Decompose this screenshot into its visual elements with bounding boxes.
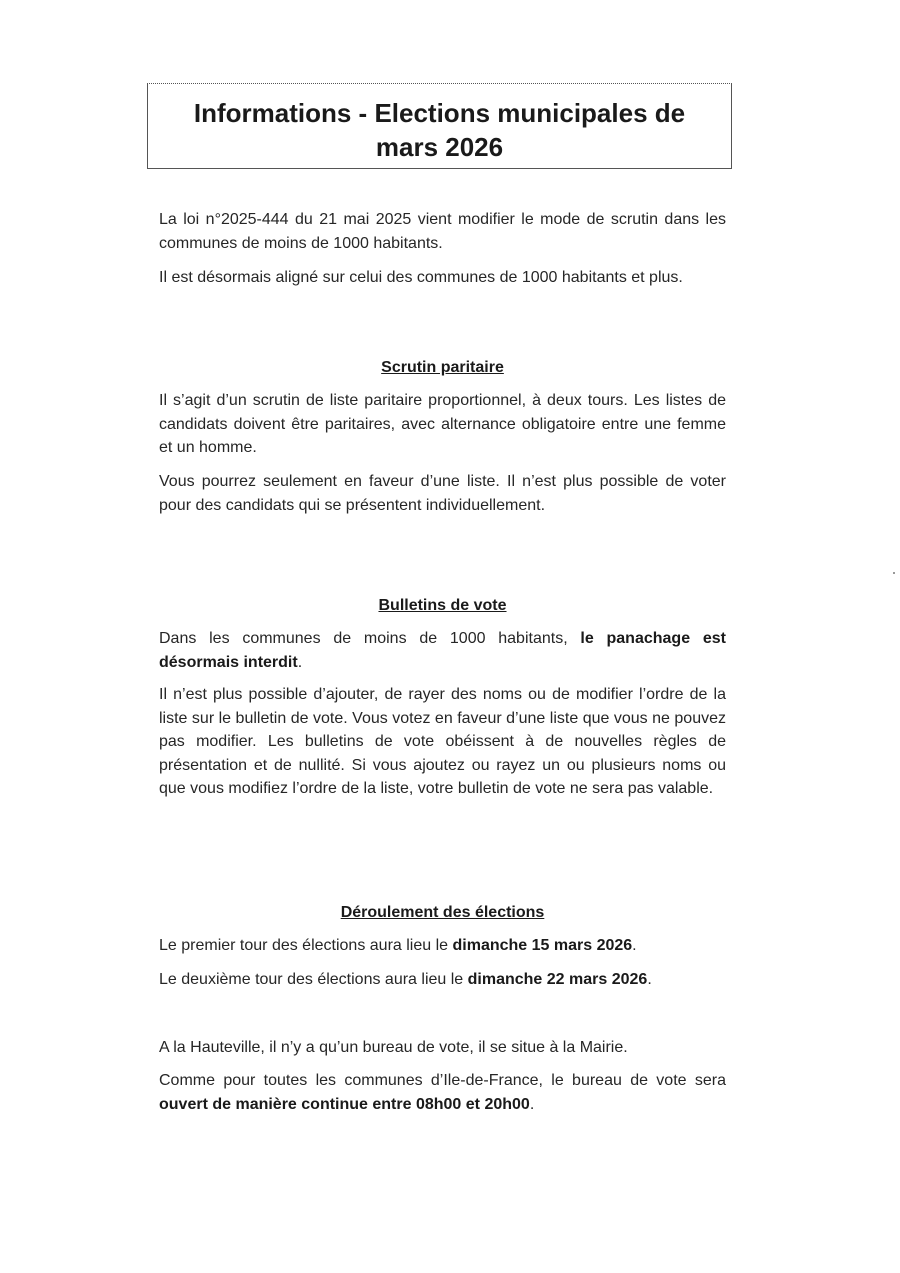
scrutin-paragraph-1: Il s’agit d’un scrutin de liste paritaire proportionnel, à deux tours. Les listes de candidats doivent être paritaires, avec alternance obligatoire entre une femme et un homme. [159, 392, 726, 456]
tour1-date: dimanche 15 mars 2026 [452, 937, 633, 954]
horaires-end: . [529, 1095, 535, 1113]
section-heading-deroulement: Déroulement des élections [340, 904, 545, 921]
bulletins-p1-bold: le panachage est désormais interdit [159, 630, 726, 671]
page-title [148, 96, 731, 164]
tour1-start: Le premier tour des élections aura lieu le [159, 937, 453, 954]
deroulement-horaires [159, 1069, 726, 1116]
tour2-start: Le deuxième tour des élections aura lieu le [159, 971, 468, 988]
section-heading-scrutin: Scrutin paritaire [381, 359, 504, 376]
deroulement-bureau: A la Hauteville, il n’y a qu’un bureau de vote, il se situe à la Mairie. [159, 1039, 628, 1056]
bulletins-paragraph-1 [159, 627, 726, 674]
intro-paragraph-1: La loi n°2025-444 du 21 mai 2025 vient modifier le mode de scrutin dans les communes de moins de 1000 habitants. [159, 211, 726, 252]
bulletins-paragraph-2: Il n’est plus possible d’ajouter, de rayer des noms ou de modifier l’ordre de la liste sur le bulletin de vote. Vous votez en faveur d’une liste que vous ne pouvez pas modifier. Les bulletins de vote obéissent à de nouvelles règles de présentation et de nullité. Si vous ajoutez ou rayez un ou plusieurs noms ou que vous modifiez l’ordre de la liste, votre bulletin de vote ne sera pas valable. [159, 686, 726, 797]
deroulement-tour-1 [159, 934, 726, 958]
bulletins-p1-end: . [297, 653, 303, 671]
scrutin-paragraph-2: Vous pourrez seulement en faveur d’une liste. Il n’est plus possible de voter pour des candidats qui se présentent individuellement. [159, 473, 726, 514]
tour2-date: dimanche 22 mars 2026 [467, 971, 648, 988]
deroulement-tour-2 [159, 968, 726, 992]
title-box [147, 83, 732, 169]
intro-paragraph-2: Il est désormais aligné sur celui des communes de 1000 habitants et plus. [159, 269, 683, 286]
tour2-end: . [647, 971, 652, 988]
section-heading-bulletins: Bulletins de vote [378, 597, 507, 614]
scan-speck [893, 572, 895, 574]
tour1-end: . [632, 937, 637, 954]
horaires-start: Comme pour toutes les communes d’Ile-de-France, le bureau de vote sera [159, 1072, 726, 1089]
title-line-2: mars 2026 [375, 132, 504, 162]
title-line-1: Informations - Elections municipales de [193, 98, 686, 128]
bulletins-p1-start: Dans les communes de moins de 1000 habitants, [159, 630, 581, 647]
horaires-bold: ouvert de manière continue entre 08h00 et 20h00 [159, 1095, 530, 1113]
